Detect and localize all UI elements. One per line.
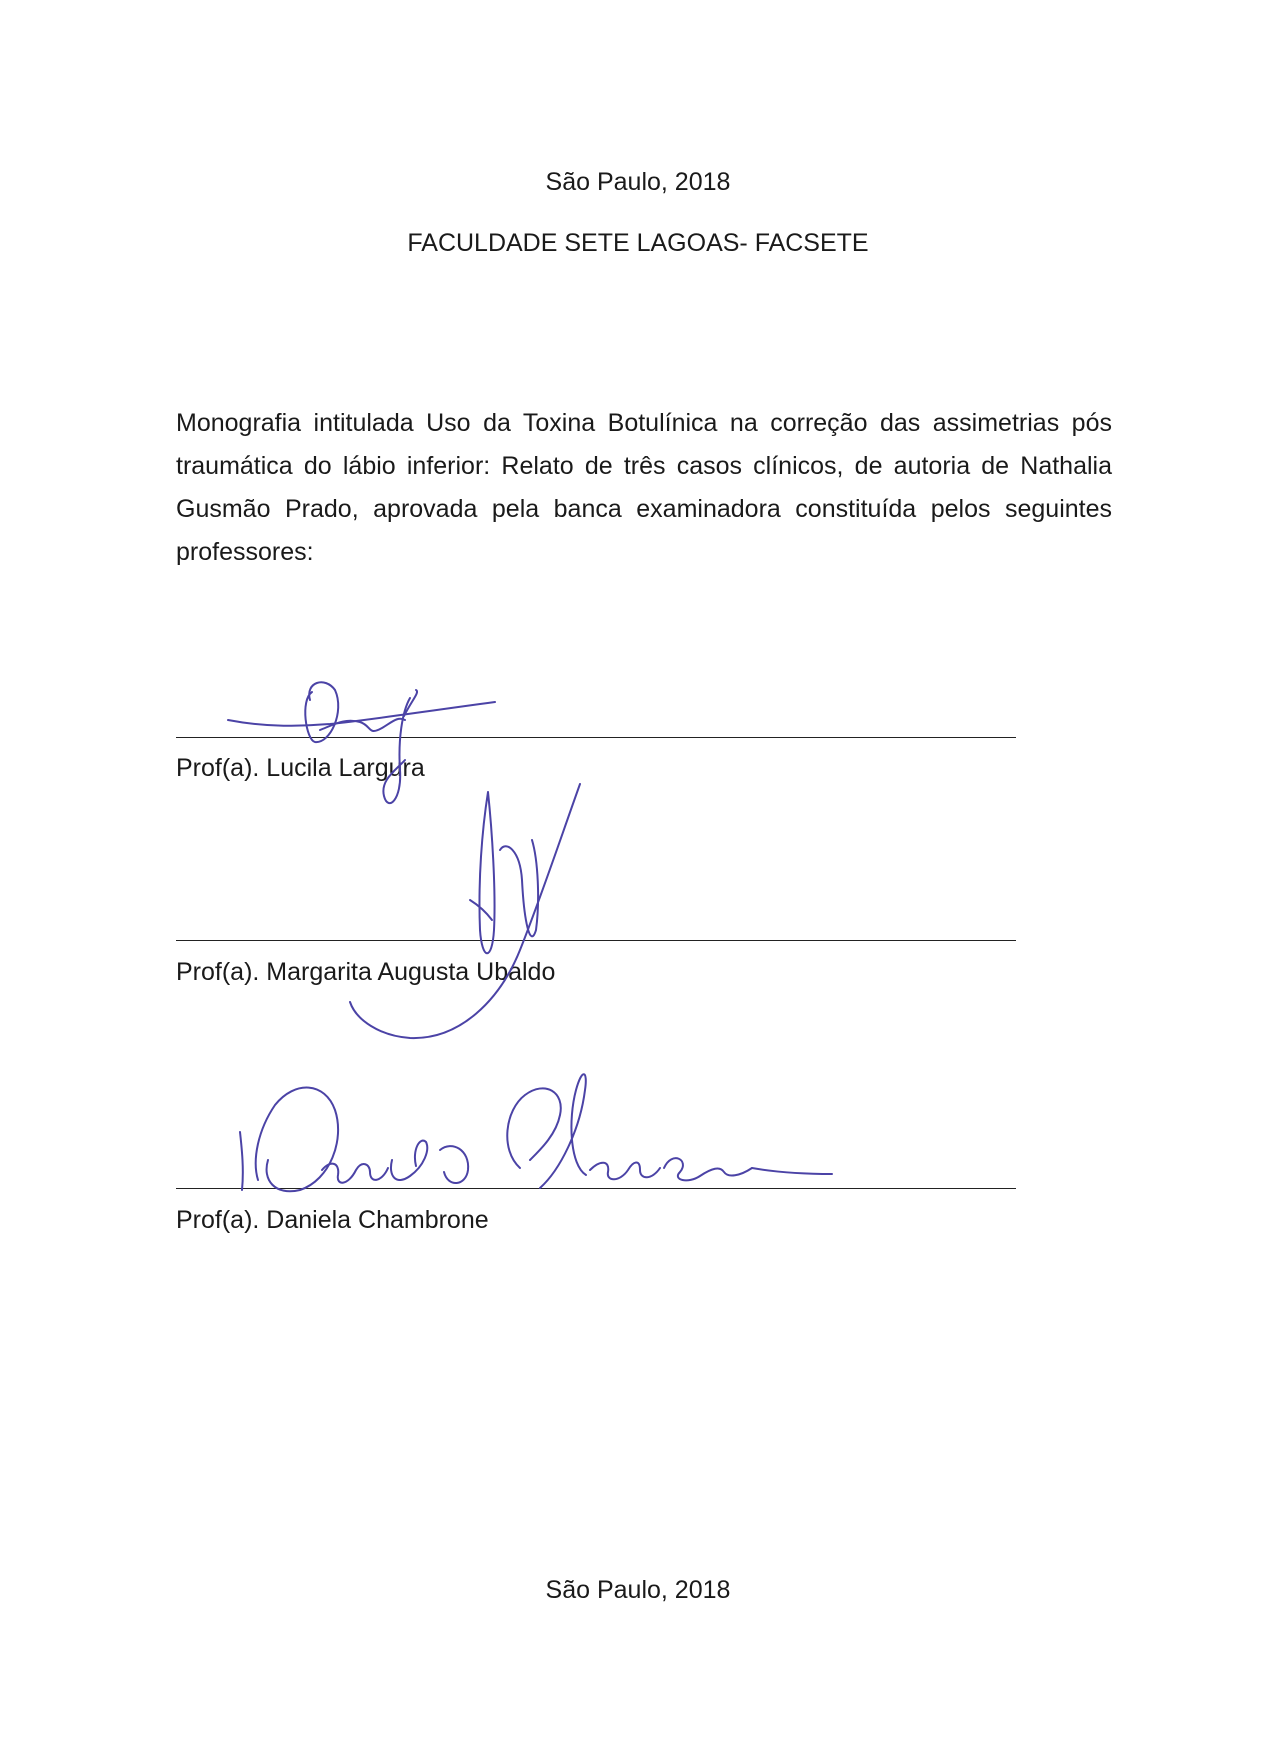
examiner-name: Prof(a). Lucila Largura bbox=[176, 754, 425, 782]
signature-line bbox=[176, 940, 1016, 941]
signature-line bbox=[176, 737, 1016, 738]
examiner-name: Prof(a). Daniela Chambrone bbox=[176, 1206, 489, 1234]
signature-line bbox=[176, 1188, 1016, 1189]
footer-city-date: São Paulo, 2018 bbox=[545, 1576, 731, 1604]
signature-daniela-chambrone bbox=[240, 1074, 832, 1191]
signature-lucila-largura bbox=[228, 682, 495, 803]
institution-name: FACULDADE SETE LAGOAS- FACSETE bbox=[407, 229, 869, 257]
examiner-name: Prof(a). Margarita Augusta Ubaldo bbox=[176, 958, 556, 986]
signature-margarita-ubaldo bbox=[350, 784, 580, 1038]
approval-statement: Monografia intitulada Uso da Toxina Botulínica na correção das assimetrias pós traumática do lábio inferior: Relato de três casos clínicos, de autoria de Nathalia Gusmão Prado, aprovada pela banca examinadora constituída pelos seguintes professores: bbox=[176, 409, 1112, 566]
header-city-date: São Paulo, 2018 bbox=[545, 168, 731, 196]
